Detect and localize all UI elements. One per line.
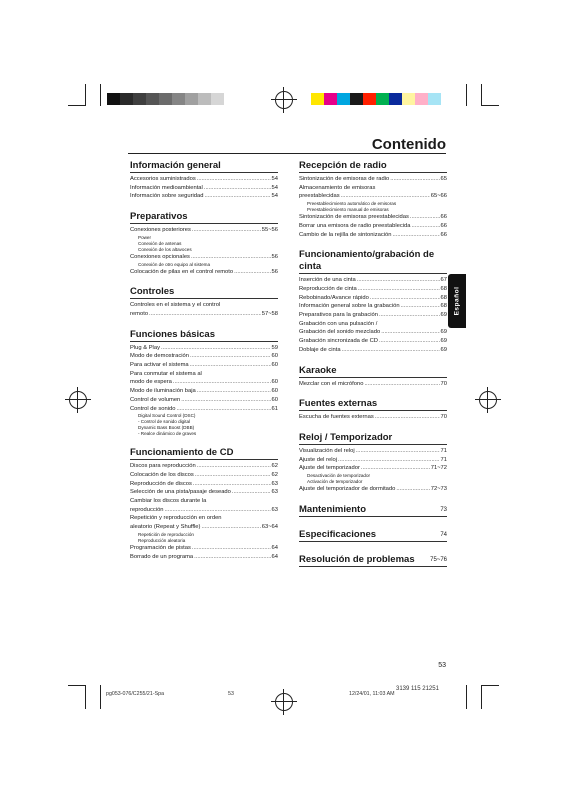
swatch (337, 93, 350, 105)
toc-subentry: Digital Sound Control (DSC) (138, 413, 196, 419)
toc-entry[interactable] (299, 456, 447, 465)
entry-page: 69 (440, 312, 447, 319)
toc-entry[interactable] (299, 346, 447, 355)
toc-entry[interactable] (299, 413, 447, 422)
toc-column-right (299, 158, 447, 569)
entry-page: 72~73 (430, 486, 447, 493)
entry-label: Sintonización de emisoras de radio (299, 176, 390, 182)
entry-label: Grabación sincronizada de CD (299, 338, 378, 345)
entry-page: 63 (271, 489, 278, 496)
entry-page: 62 (271, 463, 278, 470)
swatch (428, 93, 441, 105)
toc-subentry: Conexión de otro equipo al sistema (138, 261, 211, 267)
language-tab (448, 274, 466, 328)
entry-page: 73 (440, 506, 447, 513)
toc-entry[interactable] (299, 222, 447, 231)
entry-page: 66 (440, 214, 447, 221)
title-rule (128, 153, 446, 154)
entry-label: Ajuste del reloj (299, 456, 338, 463)
entry-label: Modo de iluminación baja (130, 388, 196, 395)
toc-subentry: Preestablecimiento automático de emisoras (307, 201, 397, 207)
swatch (363, 93, 376, 105)
entry-page: 60 (271, 388, 278, 395)
toc-entry-line: Para conmutar el sistema al (130, 370, 202, 377)
toc-entry[interactable] (299, 311, 447, 320)
entry-label: Doblaje de cinta (299, 346, 341, 353)
crop-mark (68, 105, 86, 106)
toc-entry[interactable] (299, 175, 447, 184)
swatch (185, 93, 198, 105)
toc-entry-line: Grabación con una pulsación / (299, 320, 378, 327)
swatch (107, 93, 120, 105)
section-title: Resolución de problemas (299, 553, 415, 565)
section-heading (130, 445, 278, 460)
toc-entry[interactable] (299, 213, 447, 222)
registration-mark-icon (275, 91, 293, 109)
entry-label: Selección de una pista/pasaje deseado (130, 489, 231, 496)
swatch (146, 93, 159, 105)
entry-label: Reproducción de cinta (299, 285, 357, 292)
toc-subentry: Power (138, 234, 152, 240)
entry-label: aleatorio (Repeat y Shuffle) (130, 524, 201, 531)
toc-entry[interactable] (130, 175, 278, 184)
section-title: Karaoke (299, 364, 337, 376)
section-title-entry (299, 552, 447, 566)
entry-page: 68 (440, 294, 447, 301)
toc-entry[interactable] (130, 544, 278, 553)
entry-label: Borrado de un programa (130, 553, 194, 560)
toc-entry[interactable] (130, 396, 278, 405)
toc-subentry: Preestablecimiento manual de emisoras (307, 207, 389, 213)
crop-mark (481, 105, 499, 106)
section-title: Mantenimiento (299, 503, 367, 515)
crop-mark (466, 84, 467, 106)
entry-label: Control de sonido (130, 405, 176, 412)
entry-page: 74 (440, 531, 447, 538)
toc-entry[interactable] (130, 488, 278, 497)
footer-page: 53 (228, 691, 234, 697)
entry-label: Grabación del sonido mezclado (299, 329, 381, 336)
entry-page: 66 (440, 222, 447, 229)
crop-mark (85, 685, 86, 709)
page-number: 53 (438, 662, 446, 669)
entry-label: Colocación de los discos (130, 471, 194, 478)
entry-label: Ajuste del temporizador (299, 465, 360, 472)
section-title: Información general (130, 160, 221, 171)
toc-entry[interactable] (299, 302, 447, 311)
page-title: Contenido (371, 136, 446, 153)
swatch (159, 93, 172, 105)
entry-page: 70 (440, 414, 447, 421)
entry-page: 68 (440, 303, 447, 310)
footer-file: pg053-076/C255/21-Spa (106, 691, 165, 697)
entry-page: 60 (271, 396, 278, 403)
section-heading (299, 363, 447, 378)
entry-page: 60 (271, 353, 278, 360)
entry-page: 69 (440, 346, 447, 353)
entry-page: 70 (440, 380, 447, 387)
footer-code: 3139 115 21251 (396, 686, 439, 692)
entry-page: 68 (440, 285, 447, 292)
crop-mark (481, 84, 482, 106)
entry-page: 62 (271, 471, 278, 478)
toc-entry[interactable] (130, 405, 278, 414)
toc-entry[interactable] (130, 268, 278, 277)
entry-page: 55~56 (261, 227, 278, 234)
toc-entry[interactable] (130, 378, 278, 387)
entry-page: 67 (440, 277, 447, 284)
entry-label: Reproducción de discos (130, 480, 192, 487)
entry-page: 71 (440, 447, 447, 454)
swatch (211, 93, 224, 105)
toc-entry[interactable] (299, 294, 447, 303)
registration-mark-icon (69, 391, 87, 409)
entry-label: Sintonización de emisoras preestablecidas (299, 214, 409, 221)
toc-subentry: Reproducción aleatoria (138, 537, 186, 543)
toc-entry[interactable] (299, 380, 447, 389)
toc-entry[interactable] (130, 226, 278, 235)
entry-page: 64 (271, 553, 278, 560)
entry-label: Escucha de fuentes externas (299, 414, 374, 421)
toc-entry[interactable] (299, 231, 447, 240)
crop-mark (85, 84, 86, 106)
toc-entry[interactable] (130, 344, 278, 353)
swatch (311, 93, 324, 105)
toc-entry[interactable] (130, 352, 278, 361)
entry-label: Modo de demostración (130, 353, 189, 360)
entry-page: 66 (440, 231, 447, 238)
section-title: Funcionamiento de CD (130, 447, 234, 459)
entry-label: Borrar una emisora de radio preestablecida (299, 222, 411, 229)
toc-entry[interactable] (299, 485, 447, 494)
entry-page: 63~64 (261, 524, 278, 531)
toc-entry[interactable] (130, 184, 278, 193)
section-title: Recepción de radio (299, 160, 387, 171)
toc-entry[interactable] (299, 192, 447, 201)
crop-mark (100, 84, 101, 106)
toc-entry[interactable] (130, 387, 278, 396)
toc-entry[interactable] (299, 328, 447, 337)
entry-page: 54 (271, 176, 278, 182)
entry-label: reproducción (130, 506, 164, 513)
toc-entry[interactable] (130, 480, 278, 489)
entry-page: 75~76 (430, 556, 447, 563)
swatch (376, 93, 389, 105)
section-title: Funcionamiento/grabación de cinta (299, 249, 435, 273)
section-title-entry (299, 527, 447, 541)
section-heading (130, 327, 278, 342)
crop-mark (481, 685, 499, 686)
entry-label: Inserción de una cinta (299, 277, 356, 284)
entry-label: Programación de pistas (130, 544, 191, 551)
toc-subentry: Repetición de reproducción (138, 531, 194, 537)
entry-label: preestablecidas (299, 193, 340, 200)
entry-label: Conexiones opcionales (130, 253, 190, 260)
swatch (402, 93, 415, 105)
entry-page: 69 (440, 329, 447, 336)
entry-label: Visualización del reloj (299, 447, 355, 454)
section-heading[interactable] (299, 527, 447, 542)
section-title: Preparativos (130, 211, 188, 223)
entry-label: Rebobinado/Avance rápido (299, 294, 369, 301)
section-heading (130, 158, 278, 173)
entry-label: Colocación de pilas en el control remoto (130, 268, 234, 275)
registration-mark-icon (275, 693, 293, 711)
entry-page: 59 (271, 344, 278, 351)
toc-entry-line: Repetición y reproducción en orden (130, 515, 222, 522)
section-heading (299, 158, 447, 173)
entry-label: Accesorios suministrados (130, 176, 196, 182)
crop-mark (100, 685, 101, 709)
entry-label: Información medioambiental (130, 184, 203, 191)
entry-page: 61 (271, 405, 278, 412)
toc-entry[interactable] (130, 471, 278, 480)
section-heading (299, 396, 447, 411)
entry-page: 56 (271, 253, 278, 260)
entry-page: 60 (271, 379, 278, 386)
footer-date: 12/24/01, 11:03 AM (349, 691, 395, 697)
toc-subentry: - Realce dinámico de graves (138, 431, 197, 437)
entry-page: 63 (271, 480, 278, 487)
toc-subentry: Conexión de los altavoces (138, 246, 192, 252)
crop-mark (68, 685, 86, 686)
entry-page: 57~58 (261, 310, 278, 317)
swatch (120, 93, 133, 105)
entry-label: Cambio de la rejilla de sintonización (299, 231, 392, 238)
entry-label: Mezclar con el micrófono (299, 380, 364, 387)
section-title: Funciones básicas (130, 328, 216, 340)
toc-entry[interactable] (130, 310, 278, 319)
swatch (133, 93, 146, 105)
entry-page: 54 (271, 193, 278, 200)
language-tab-label: Español (453, 286, 461, 316)
crop-mark (466, 685, 467, 709)
toc-entry[interactable] (130, 553, 278, 562)
toc-entry[interactable] (299, 464, 447, 473)
section-heading (299, 247, 447, 274)
entry-label: Para activar el sistema (130, 362, 189, 369)
toc-entry[interactable] (130, 523, 278, 532)
toc-entry[interactable] (299, 276, 447, 285)
toc-entry[interactable] (130, 506, 278, 515)
toc-subentry: Activación de temporizador (307, 479, 363, 485)
section-heading[interactable] (299, 502, 447, 517)
toc-entry[interactable] (130, 253, 278, 262)
entry-page: 54 (271, 184, 278, 191)
section-title: Especificaciones (299, 528, 377, 540)
entry-label: modo de espera (130, 379, 172, 386)
swatch (389, 93, 402, 105)
entry-label: Información general sobre la grabación (299, 303, 400, 310)
entry-label: Discos para reproducción (130, 463, 196, 470)
toc-entry-line: Almacenamiento de emisoras (299, 184, 376, 191)
toc-subentry: Conexión de antenas (138, 240, 182, 246)
entry-page: 65 (440, 176, 447, 182)
entry-label: Información sobre seguridad (130, 193, 204, 200)
toc-entry[interactable] (299, 337, 447, 346)
entry-label: Ajuste del temporizador de dormitado (299, 486, 396, 493)
section-title: Controles (130, 286, 175, 298)
entry-page: 60 (271, 362, 278, 369)
crop-mark (481, 685, 482, 709)
toc-subentry: Desactivación de temporizador (307, 473, 371, 479)
toc-entry[interactable] (130, 192, 278, 201)
entry-page: 56 (271, 268, 278, 275)
toc-entry[interactable] (299, 447, 447, 456)
section-heading (130, 209, 278, 224)
toc-entry[interactable] (299, 285, 447, 294)
toc-subentry: - Control de sonido digital (138, 419, 191, 425)
entry-page: 71~72 (430, 465, 447, 472)
entry-label: Plug & Play (130, 344, 160, 351)
registration-mark-icon (479, 391, 497, 409)
entry-label: Preparativos para la grabación (299, 312, 378, 319)
swatch (172, 93, 185, 105)
entry-page: 71 (440, 456, 447, 463)
toc-entry[interactable] (130, 462, 278, 471)
section-title: Reloj / Temporizador (299, 431, 393, 443)
entry-label: remoto (130, 310, 149, 317)
section-heading[interactable] (299, 552, 447, 567)
swatch (415, 93, 428, 105)
toc-entry-line: Cambiar los discos durante la (130, 498, 207, 505)
section-heading (130, 284, 278, 299)
swatch (198, 93, 211, 105)
entry-page: 65~66 (430, 193, 447, 200)
toc-entry[interactable] (130, 361, 278, 370)
toc-subentry: Dynamic Bass Boost (DBB) (138, 425, 195, 431)
entry-page: 64 (271, 544, 278, 551)
toc-column-left (130, 158, 278, 561)
entry-page: 63 (271, 506, 278, 513)
section-title: Fuentes externas (299, 398, 378, 410)
entry-label: Control de volumen (130, 396, 181, 403)
entry-page: 69 (440, 338, 447, 345)
section-heading (299, 430, 447, 445)
swatch (350, 93, 363, 105)
entry-label: Conexiones posteriores (130, 227, 191, 234)
toc-entry-line: Controles en el sistema y el control (130, 302, 221, 309)
swatch (324, 93, 337, 105)
section-title-entry (299, 502, 447, 516)
